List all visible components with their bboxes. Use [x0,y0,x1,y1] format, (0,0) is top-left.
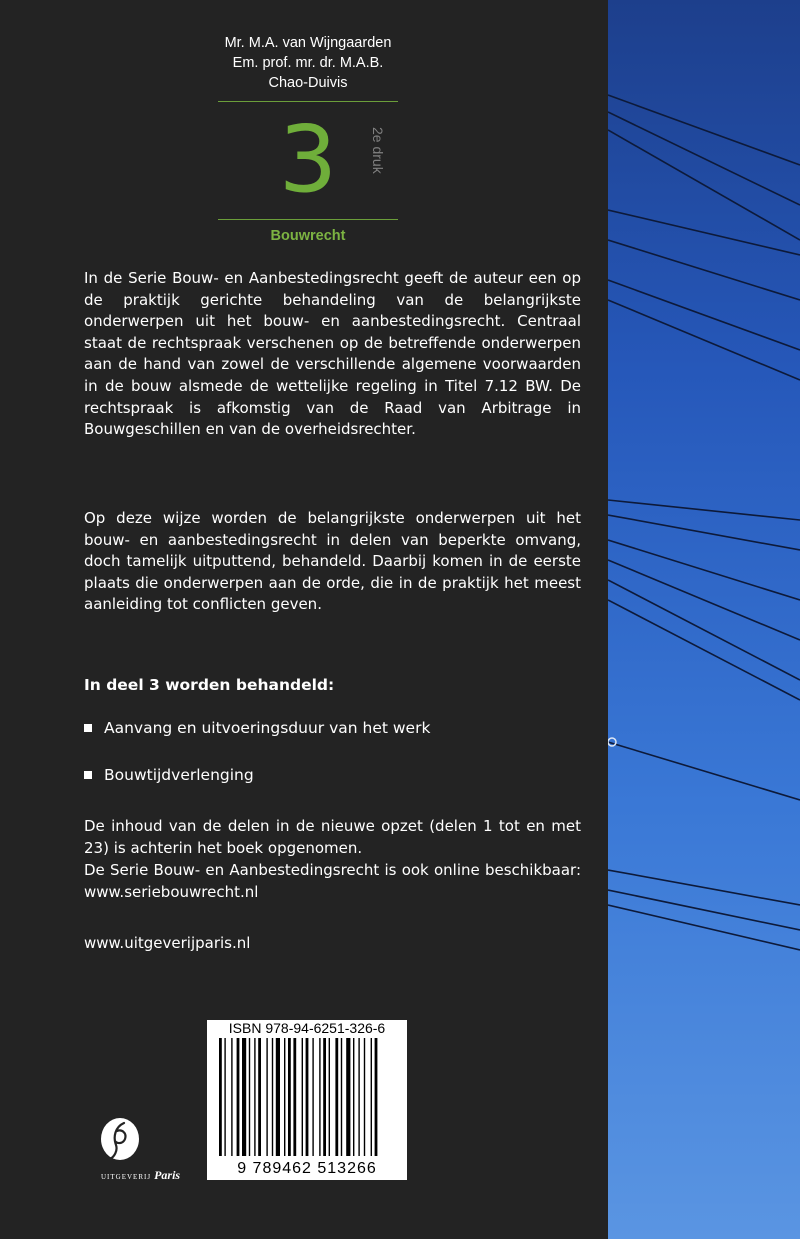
series-label: Bouwrecht [270,228,346,244]
publisher-name [101,1168,180,1183]
bottom-divider [218,219,398,220]
barcode [207,1020,407,1180]
sky-photo [608,0,800,1239]
topic-item-label: Bouwtijdverlenging [104,766,254,784]
author-line: Em. prof. mr. dr. M.A.B. [232,55,384,71]
topics-heading: In deel 3 worden behandeld: [84,676,335,694]
description-paragraph: Op deze wijze worden de belangrijkste onderwerpen uit het bouw- en aanbestedingsrecht in delen van beperkte omvang, doch tamelijk uitputtend, behandeld. Daarbij komen in de eerste plaats die onderwerpen aan de orde, die in de praktijk het meest aanleiding tot conflicten geven. [84,509,581,614]
barcode-bars-graphic [217,1038,397,1158]
barcode-digits: 9 789462 513266 [237,1160,377,1177]
volume-number: 3 [278,106,338,213]
topic-item [84,766,254,784]
topic-item-label: Aanvang en uitvoeringsduur van het werk [104,719,431,737]
author-line: Mr. M.A. van Wijngaarden [224,35,392,51]
topic-item [84,719,430,737]
power-lines-graphic [608,0,800,1239]
publisher-url: www.uitgeverijparis.nl [84,934,251,952]
top-divider [218,101,398,102]
author-line: Chao-Duivis [268,75,348,91]
bullet-square-icon [84,724,92,732]
description-paragraph: In de Serie Bouw- en Aanbestedingsrecht geeft de auteur een op de praktijk gerichte behandeling van de belangrijkste onderwerpen uit het bouw- en aanbestedingsrecht. Centraal staat de rechtspraak verschenen op de betreffende onderwerpen aan de hand van zowel de verschillende algemene voorwaarden in de bouw alsmede de wettelijke regeling in Titel 7.12 BW. De rechtspraak is afkomstig van de Raad van Arbitrage in Bouwgeschillen en van de overheidsrechter. [84,269,581,439]
bullet-square-icon [84,771,92,779]
publisher-small-label: UITGEVERIJ [101,1173,152,1181]
isbn-label: ISBN 978-94-6251-326-6 [228,1020,386,1036]
authors [200,33,416,93]
contents-note: De inhoud van de delen in de nieuwe opzet (delen 1 tot en met 23) is achterin het boek opgenomen. [84,817,581,857]
online-note: De Serie Bouw- en Aanbestedingsrecht is ook online beschikbaar: www.seriebouwrecht.nl [84,861,581,901]
edition-label: 2e druk [370,127,386,174]
publisher-name-label: Paris [154,1168,181,1182]
